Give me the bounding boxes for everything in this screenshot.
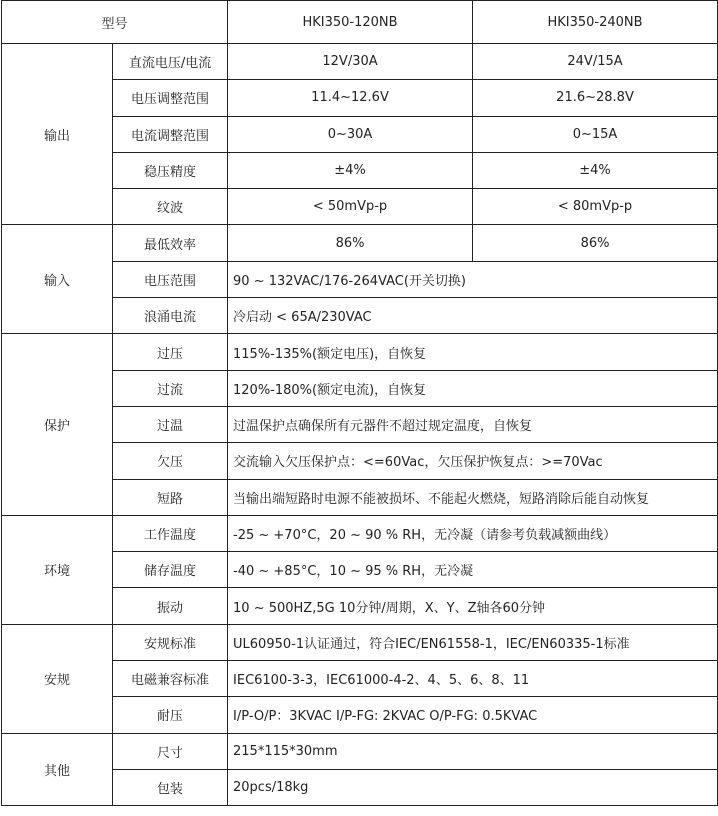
header-row: [2, 1, 718, 44]
value-model-1: 12V/30A: [228, 44, 473, 80]
value-shared: 当输出端短路时电源不能被损坏、不能起火燃烧，短路消除后能自动恢复: [228, 479, 718, 515]
row-label: 耐压: [113, 697, 228, 733]
group-other: 其他: [2, 733, 113, 806]
row-label: 尺寸: [113, 733, 228, 769]
row-label: 最低效率: [113, 225, 228, 261]
table-row: [2, 334, 718, 370]
table-row: [2, 225, 718, 261]
row-label: 电磁兼容标准: [113, 661, 228, 697]
value-model-2: 86%: [473, 225, 718, 261]
value-model-1: 86%: [228, 225, 473, 261]
row-label: 工作温度: [113, 515, 228, 551]
value-shared: 120%-180%(额定电流)，自恢复: [228, 370, 718, 406]
row-label: 直流电压/电流: [113, 44, 228, 80]
value-model-1: 0~30A: [228, 116, 473, 152]
row-label: 振动: [113, 588, 228, 624]
row-label: 过压: [113, 334, 228, 370]
value-shared: 冷启动 < 65A/230VAC: [228, 298, 718, 334]
value-shared: 20pcs/18kg: [228, 769, 718, 805]
row-label: 稳压精度: [113, 152, 228, 188]
value-model-2: 0~15A: [473, 116, 718, 152]
group-protection: 保护: [2, 334, 113, 515]
value-shared: IEC6100-3-3，IEC61000-4-2、4、5、6、8、11: [228, 661, 718, 697]
row-label: 纹波: [113, 189, 228, 225]
group-output: 输出: [2, 44, 113, 225]
row-label: 短路: [113, 479, 228, 515]
value-shared: 过温保护点确保所有元器件不超过规定温度，自恢复: [228, 406, 718, 442]
row-label: 浪涌电流: [113, 298, 228, 334]
value-model-2: ±4%: [473, 152, 718, 188]
value-shared: 交流输入欠压保护点：<=60Vac，欠压保护恢复点：>=70Vac: [228, 443, 718, 479]
value-shared: UL60950-1认证通过，符合IEC/EN61558-1，IEC/EN60335-1标准: [228, 624, 718, 660]
value-shared: I/P-O/P：3KVAC I/P-FG: 2KVAC O/P-FG: 0.5KVAC: [228, 697, 718, 733]
model-name-2: HKI350-240NB: [473, 1, 718, 44]
model-label: 型号: [2, 1, 228, 44]
row-label: 电压调整范围: [113, 80, 228, 116]
table-row: [2, 624, 718, 660]
row-label: 安规标准: [113, 624, 228, 660]
group-environment: 环境: [2, 515, 113, 624]
spec-table: [1, 0, 718, 806]
value-model-2: 21.6~28.8V: [473, 80, 718, 116]
value-shared: 115%-135%(额定电压)，自恢复: [228, 334, 718, 370]
row-label: 过流: [113, 370, 228, 406]
value-shared: 215*115*30mm: [228, 733, 718, 769]
row-label: 电压范围: [113, 261, 228, 297]
row-label: 电流调整范围: [113, 116, 228, 152]
value-model-1: 11.4~12.6V: [228, 80, 473, 116]
table-row: [2, 515, 718, 551]
group-input: 输入: [2, 225, 113, 334]
row-label: 包装: [113, 769, 228, 805]
value-model-1: < 50mVp-p: [228, 189, 473, 225]
model-name-1: HKI350-120NB: [228, 1, 473, 44]
row-label: 过温: [113, 406, 228, 442]
value-shared: 90 ~ 132VAC/176-264VAC(开关切换): [228, 261, 718, 297]
value-shared: 10 ~ 500HZ,5G 10分钟/周期，X、Y、Z轴各60分钟: [228, 588, 718, 624]
group-safety: 安规: [2, 624, 113, 733]
value-shared: -40 ~ +85°C，10 ~ 95 % RH，无冷凝: [228, 552, 718, 588]
row-label: 储存温度: [113, 552, 228, 588]
value-model-2: 24V/15A: [473, 44, 718, 80]
table-row: [2, 733, 718, 769]
row-label: 欠压: [113, 443, 228, 479]
value-shared: -25 ~ +70°C，20 ~ 90 % RH，无冷凝（请参考负载减额曲线）: [228, 515, 718, 551]
table-row: [2, 44, 718, 80]
value-model-1: ±4%: [228, 152, 473, 188]
value-model-2: < 80mVp-p: [473, 189, 718, 225]
